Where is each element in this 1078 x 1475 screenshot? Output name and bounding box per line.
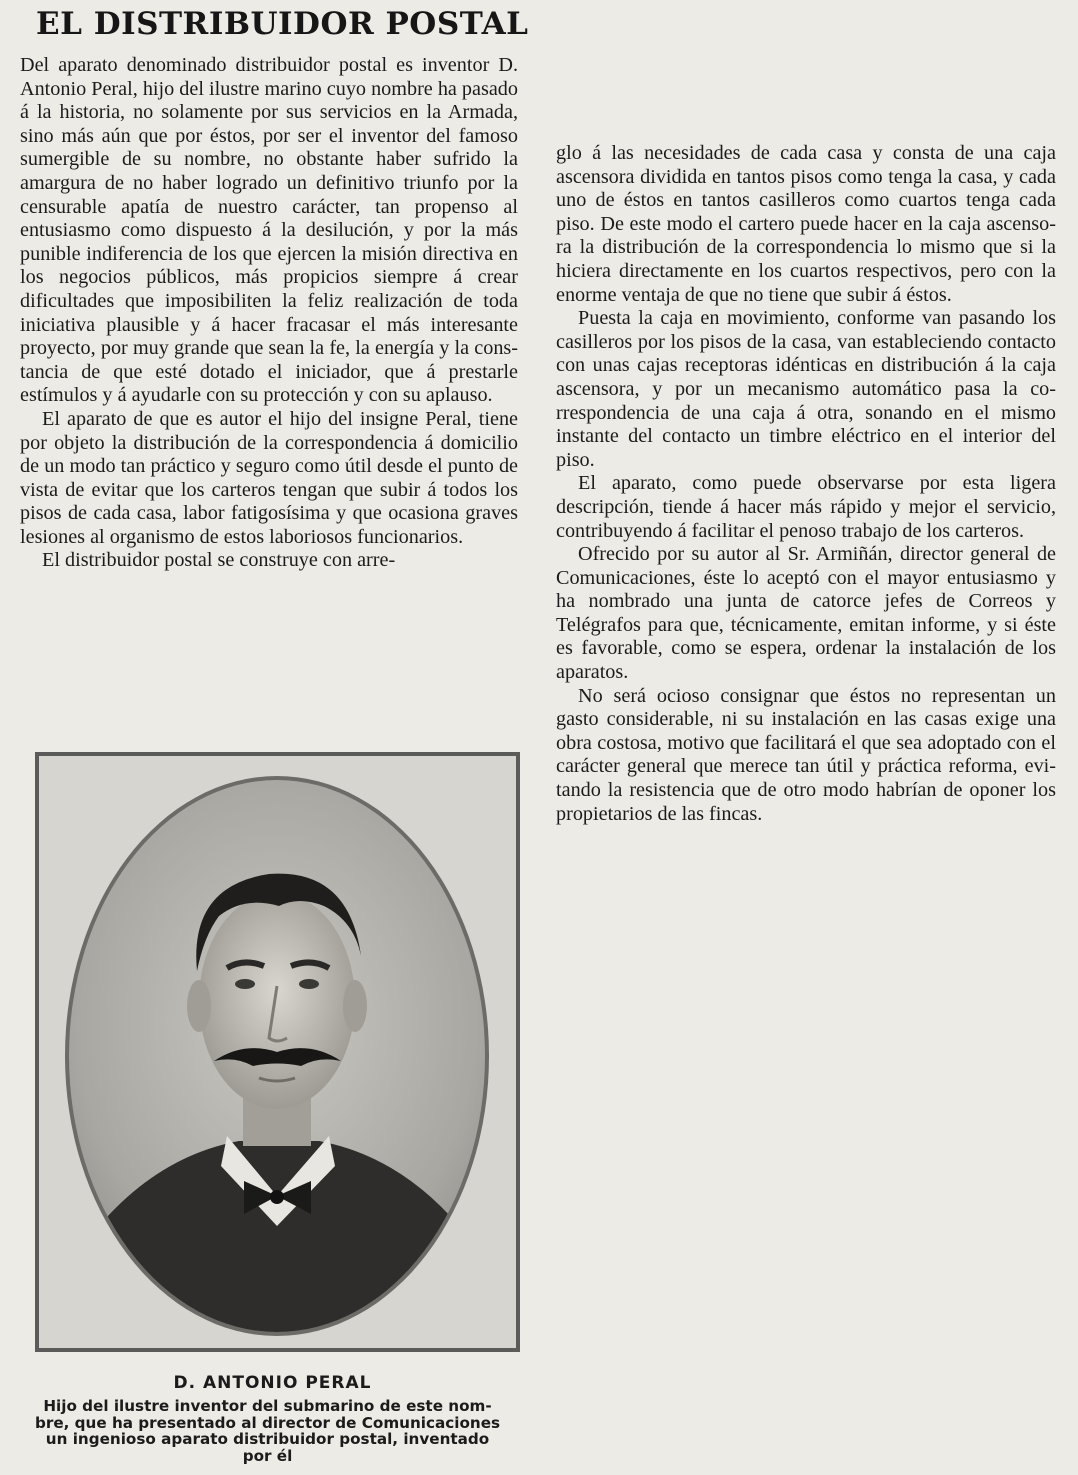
portrait-photo — [39, 756, 516, 1348]
paragraph-movimiento — [556, 307, 1056, 472]
paragraph-text: El aparato de que es autor el hijo del insigne Peral, tiene por objeto la distribución de la correspondencia á domicilio de un modo tan práctico y seguro como útil desde el punto de vista de evitar que los carteros tengan que subir á todos los pisos de cada casa, labor fatigosísima y que ocasiona graves lesiones al organismo de estos laboriosos funcionarios. — [20, 407, 518, 548]
paragraph-construye — [20, 549, 518, 573]
paragraph-text: Ofrecido por su autor al Sr. Armiñán, director general de Comunicaciones, éste lo aceptó con el mayor entusiasmo y ha nombrado una junta de catorce jefes de Correos y Telégrafos para que, técnicamente, emitan informe, y si éste es favorable, como se espera, ordenar la instalación de los aparatos. — [556, 543, 1056, 684]
paragraph-intro — [20, 54, 518, 408]
portrait-photo-icon — [39, 756, 516, 1348]
portrait-photo-frame — [35, 752, 520, 1352]
paragraph-text: Puesta la caja en movimiento, conforme van pasando los casilleros por los pisos de la casa, van estableciendo contacto con unas cajas receptoras idénticas en distribución á la caja ascensora, y por un mecanismo automático pasa la correspondencia de una caja á otra, sonando en el mismo instante del contacto un timbre eléctrico en el interior del piso. — [556, 307, 1056, 471]
article-column-right — [556, 142, 1056, 826]
paragraph-text: El aparato, como puede observarse por esta ligera descripción, tiende á hacer más rápido y mejor el servicio, contribuyendo á facilitar el penoso trabajo de los carteros. — [556, 472, 1056, 542]
paragraph-text: Del aparato denominado distribuidor postal es inventor D. Antonio Peral, hijo del ilustre marino cuyo nombre ha pasado á la historia, no solamente por sus servicios en la Armada, sino más aún que por éstos, por ser el inventor del famoso sumergible de su nombre, no obstante haber sufrido la amargura de no haber logrado un definitivo triunfo por la censurable apatía de nuestro carácter, tan propenso al entusiasmo como dispuesto á la desilución, y por la más punible indiferencia de los que ejercen la misión directiva en los negocios públicos, más propicios siempre á crear dificultades que imposibiliten la feliz realización de toda iniciativa plausible y á hacer fracasar el más interesante proyecto, por muy grande que sean la fe, la energía y la constancia de que esté dotado el iniciador, que á prestarle estímulos y á ayudarle con su protección y con su aplauso. — [20, 54, 518, 407]
paragraph-text: El distribuidor postal se construye con arre- — [42, 549, 396, 572]
photo-caption-name: D. ANTONIO PERAL — [173, 1373, 372, 1393]
photo-caption-text: Hijo del ilustre inventor del submarino de este nom- bre, que ha presentado al director de Comunicaciones un ingenioso aparato distribuidor postal, inventado por él — [34, 1397, 501, 1465]
paragraph-text: glo á las necesidades de cada casa y consta de una caja ascensora dividida en tantos pisos como tenga la casa, y cada uno de éstos en tantos casilleros como cuartos tenga cada piso. De este modo el cartero puede hacer en la caja ascensora la distribución de la correspondencia lo mismo que si la hiciera directamente en los cuartos respectivos, pero con la enorme ventaja de que no tiene que subir á éstos. — [556, 142, 1056, 306]
article-column-left — [20, 54, 518, 573]
article-title: EL DISTRIBUIDOR POSTAL — [36, 6, 529, 42]
paragraph-aparato — [20, 408, 518, 550]
paragraph-text: No será ocioso consignar que éstos no representan un gasto considerable, ni su instalación en las casas exige una obra costosa, motivo que facilitará el que sea adoptado con el carácter general que merece tan útil y práctica reforma, evitando la resistencia que de otro modo habrían de oponer los propietarios de las fincas. — [556, 684, 1056, 825]
paragraph-continuation — [556, 142, 1056, 307]
paragraph-ocioso — [556, 685, 1056, 827]
paragraph-descripcion — [556, 472, 1056, 543]
paragraph-ofrecido — [556, 543, 1056, 685]
